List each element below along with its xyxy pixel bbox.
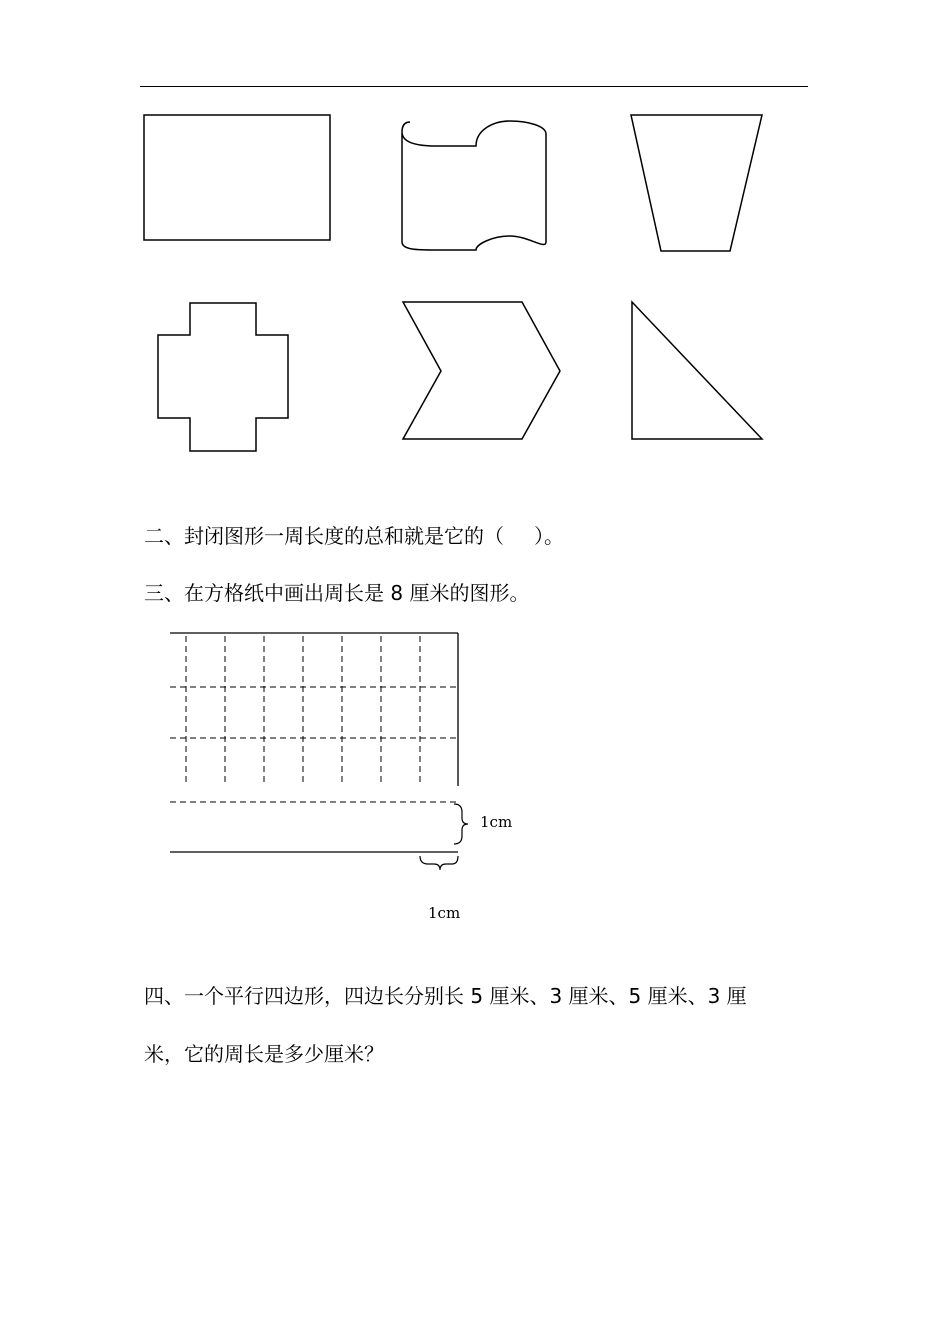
question-2-text-before: 二、封闭图形一周长度的总和就是它的（: [144, 524, 504, 548]
square-grid-paper[interactable]: [160, 628, 520, 932]
rectangle-shape: [140, 110, 336, 246]
question-4-line-1: 四、一个平行四边形，四边长分别长 5 厘米、3 厘米、5 厘米、3 厘: [144, 984, 747, 1008]
unit-label-bottom: 1cm: [428, 904, 461, 922]
chevron-arrow-shape: [398, 298, 566, 444]
unit-label-right: 1cm: [480, 813, 513, 831]
curved-sheet-shape: [398, 118, 550, 260]
grid-svg: [160, 628, 520, 928]
question-3: 三、在方格纸中画出周长是 8 厘米的图形。: [144, 581, 530, 605]
trapezoid-shape: [628, 110, 768, 256]
question-2-text-after: ）。: [534, 524, 564, 548]
cross-shape: [155, 300, 293, 456]
header-rule: [140, 86, 808, 87]
right-triangle-shape: [628, 298, 768, 444]
question-4-line-2: 米，它的周长是多少厘米？: [144, 1042, 384, 1066]
question-2: [144, 522, 564, 550]
